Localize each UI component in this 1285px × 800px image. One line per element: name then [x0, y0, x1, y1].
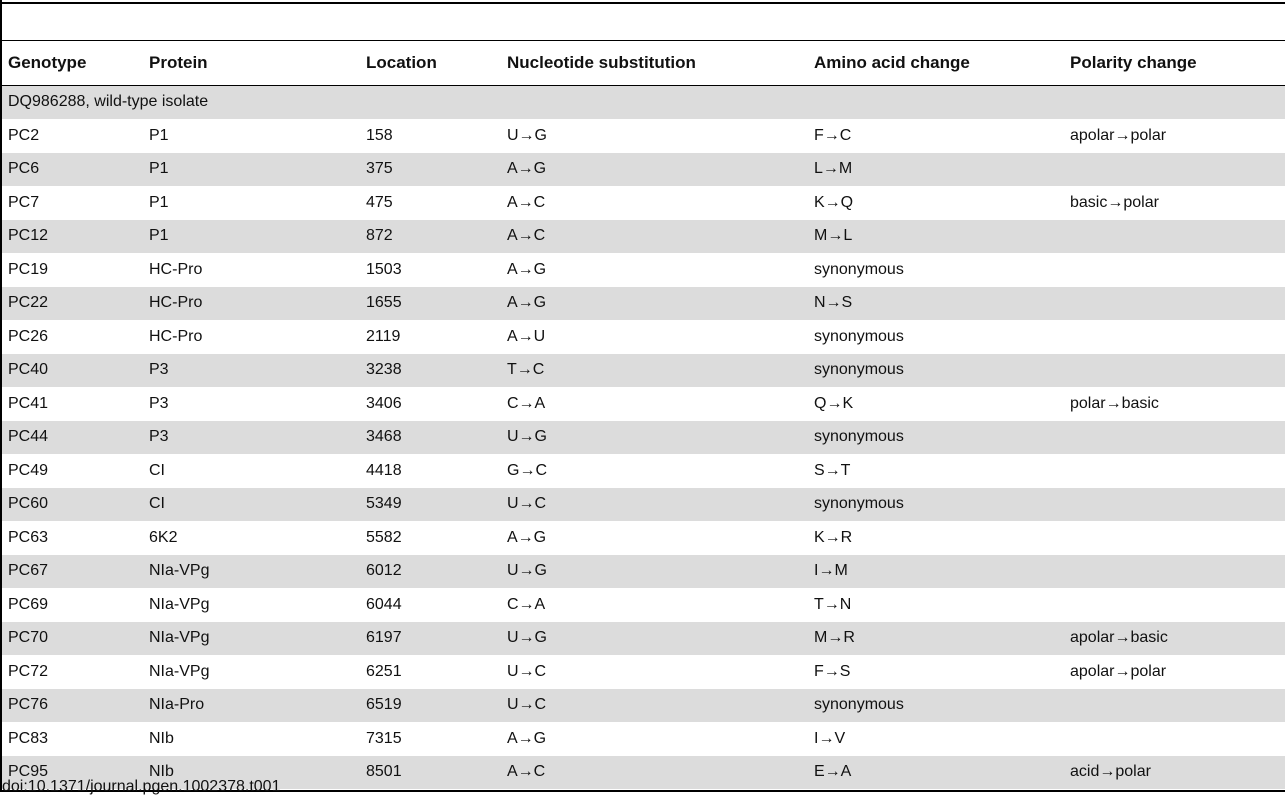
cell-polarity [1064, 287, 1285, 321]
cell-genotype: PC49 [8, 461, 49, 479]
cell-location: 475 [366, 193, 393, 211]
table-row [2, 521, 1285, 555]
table-row [2, 421, 1285, 455]
cell-polarity [1064, 220, 1285, 254]
cell-amino-acid: M→L [808, 220, 1064, 254]
cell-genotype: PC72 [8, 662, 49, 680]
cell-protein: P3 [143, 421, 360, 455]
cell-protein: HC-Pro [149, 327, 203, 345]
cell-polarity: polar→basic [1070, 394, 1159, 412]
cell-nucleotide: A→C [507, 193, 546, 211]
cell-genotype: PC69 [8, 595, 49, 613]
cell-polarity: apolar→polar [1070, 662, 1167, 680]
cell-genotype: PC40 [2, 354, 143, 388]
table-row [2, 588, 1285, 622]
cell-location: 3468 [360, 421, 501, 455]
cell-nucleotide: U→G [501, 622, 808, 656]
cell-genotype: PC67 [2, 555, 143, 589]
cell-location: 3406 [366, 394, 402, 412]
cell-protein: HC-Pro [143, 287, 360, 321]
cell-location: 6197 [360, 622, 501, 656]
cell-nucleotide: A→G [501, 153, 808, 187]
cell-nucleotide: A→G [507, 260, 547, 278]
cell-genotype: PC7 [8, 193, 40, 211]
cell-amino-acid: synonymous [814, 327, 904, 345]
cell-amino-acid: I→V [814, 729, 846, 747]
cell-amino-acid: T→N [814, 595, 852, 613]
cell-amino-acid: I→M [808, 555, 1064, 589]
table-row [2, 622, 1285, 656]
cell-nucleotide: A→G [507, 528, 547, 546]
cell-nucleotide: A→U [507, 327, 546, 345]
cell-amino-acid: synonymous [808, 488, 1064, 522]
cell-genotype: PC44 [2, 421, 143, 455]
cell-amino-acid: F→S [814, 662, 851, 680]
table-row [2, 722, 1285, 756]
cell-location: 5582 [366, 528, 402, 546]
cell-location: 1503 [366, 260, 402, 278]
cell-protein: NIa-VPg [143, 622, 360, 656]
cell-genotype: PC2 [8, 126, 40, 144]
cell-genotype: PC95 [2, 756, 143, 790]
cell-location: 2119 [366, 327, 401, 345]
cell-nucleotide: A→C [501, 220, 808, 254]
cell-protein: NIa-VPg [143, 555, 360, 589]
table-row [2, 655, 1285, 689]
table-row [2, 153, 1285, 187]
cell-location: 4418 [366, 461, 402, 479]
header-nucleotide-substitution: Nucleotide substitution [507, 53, 696, 72]
cell-polarity [1064, 354, 1285, 388]
section-label: DQ986288, wild-type isolate [2, 86, 1285, 120]
cell-protein: NIb [149, 729, 174, 747]
cell-genotype: PC19 [8, 260, 49, 278]
cell-polarity [1064, 253, 1285, 287]
cell-polarity [1064, 521, 1285, 555]
cell-amino-acid: Q→K [814, 394, 854, 412]
header-protein: Protein [149, 53, 208, 72]
cell-location: 7315 [366, 729, 402, 747]
cell-location: 6519 [360, 689, 501, 723]
cell-location: 6044 [366, 595, 402, 613]
cell-polarity [1064, 320, 1285, 354]
cell-location: 6012 [360, 555, 501, 589]
cell-protein: P1 [149, 193, 169, 211]
cell-polarity [1064, 689, 1285, 723]
section-row [2, 86, 1285, 120]
cell-genotype: PC63 [8, 528, 49, 546]
cell-polarity [1064, 454, 1285, 488]
cell-nucleotide: C→A [507, 394, 546, 412]
cell-location: 8501 [360, 756, 501, 790]
cell-protein: CI [149, 461, 165, 479]
cell-nucleotide: U→G [501, 421, 808, 455]
cell-amino-acid: M→R [808, 622, 1064, 656]
header-amino-acid-change: Amino acid change [814, 53, 970, 72]
table-row [2, 253, 1285, 287]
table-row [2, 186, 1285, 220]
cell-amino-acid: F→C [814, 126, 852, 144]
cell-protein: 6K2 [149, 528, 178, 546]
cell-amino-acid: synonymous [808, 421, 1064, 455]
cell-protein: HC-Pro [149, 260, 203, 278]
cell-genotype: PC76 [2, 689, 143, 723]
cell-nucleotide: A→G [501, 287, 808, 321]
header-location: Location [366, 53, 437, 72]
cell-protein: NIa-VPg [149, 595, 210, 613]
cell-location: 872 [360, 220, 501, 254]
cell-nucleotide: U→C [501, 689, 808, 723]
cell-genotype: PC6 [2, 153, 143, 187]
cell-polarity: apolar→basic [1064, 622, 1285, 656]
cell-amino-acid: L→M [808, 153, 1064, 187]
table-row [2, 555, 1285, 589]
cell-polarity [1064, 153, 1285, 187]
cell-protein: NIb [143, 756, 360, 790]
cell-amino-acid: S→T [814, 461, 851, 479]
table-caption-space [2, 4, 1285, 40]
cell-genotype: PC60 [2, 488, 143, 522]
header-polarity-change: Polarity change [1070, 53, 1197, 72]
cell-amino-acid: K→R [814, 528, 853, 546]
cell-nucleotide: G→C [507, 461, 547, 479]
table-row [2, 354, 1285, 388]
cell-location: 3238 [360, 354, 501, 388]
cell-location: 375 [360, 153, 501, 187]
cell-location: 1655 [360, 287, 501, 321]
cell-protein: NIa-Pro [143, 689, 360, 723]
header-genotype: Genotype [8, 53, 87, 72]
table-row [2, 287, 1285, 321]
cell-genotype: PC12 [2, 220, 143, 254]
cell-protein: CI [143, 488, 360, 522]
cell-polarity [1064, 588, 1285, 622]
cell-protein: P1 [143, 153, 360, 187]
cell-genotype: PC26 [8, 327, 49, 345]
cell-location: 158 [366, 126, 393, 144]
cell-polarity: apolar→polar [1070, 126, 1167, 144]
table-row [2, 387, 1285, 421]
table-row [2, 488, 1285, 522]
cell-nucleotide: U→G [507, 126, 547, 144]
table-row [2, 119, 1285, 153]
table-header-row [2, 41, 1285, 86]
cell-nucleotide: U→C [507, 662, 547, 680]
cell-polarity: acid→polar [1064, 756, 1285, 790]
table-row [2, 320, 1285, 354]
cell-polarity [1064, 421, 1285, 455]
cell-amino-acid: E→A [808, 756, 1064, 790]
table-row [2, 454, 1285, 488]
cell-protein: NIa-VPg [149, 662, 210, 680]
cell-location: 5349 [360, 488, 501, 522]
cell-protein: P1 [149, 126, 169, 144]
cell-nucleotide: C→A [507, 595, 546, 613]
cell-nucleotide: A→C [501, 756, 808, 790]
cell-polarity: basic→polar [1070, 193, 1159, 211]
cell-protein: P3 [143, 354, 360, 388]
cell-genotype: PC41 [8, 394, 49, 412]
cell-protein: P1 [143, 220, 360, 254]
doi-footer[interactable]: doi:10.1371/journal.pgen.1002378.t001 [2, 778, 281, 795]
mutation-table [2, 41, 1285, 790]
cell-amino-acid: K→Q [814, 193, 854, 211]
table-row [2, 220, 1285, 254]
cell-genotype: PC70 [2, 622, 143, 656]
cell-amino-acid: synonymous [808, 689, 1064, 723]
cell-amino-acid: synonymous [808, 354, 1064, 388]
cell-genotype: PC22 [2, 287, 143, 321]
cell-polarity [1064, 722, 1285, 756]
cell-nucleotide: U→C [501, 488, 808, 522]
cell-nucleotide: T→C [501, 354, 808, 388]
table-body [2, 86, 1285, 790]
cell-polarity [1064, 488, 1285, 522]
cell-nucleotide: A→G [507, 729, 547, 747]
cell-polarity [1064, 555, 1285, 589]
cell-amino-acid: synonymous [814, 260, 904, 278]
cell-genotype: PC83 [8, 729, 49, 747]
cell-protein: P3 [149, 394, 169, 412]
cell-amino-acid: N→S [808, 287, 1064, 321]
cell-location: 6251 [366, 662, 402, 680]
table-row [2, 689, 1285, 723]
cell-nucleotide: U→G [501, 555, 808, 589]
